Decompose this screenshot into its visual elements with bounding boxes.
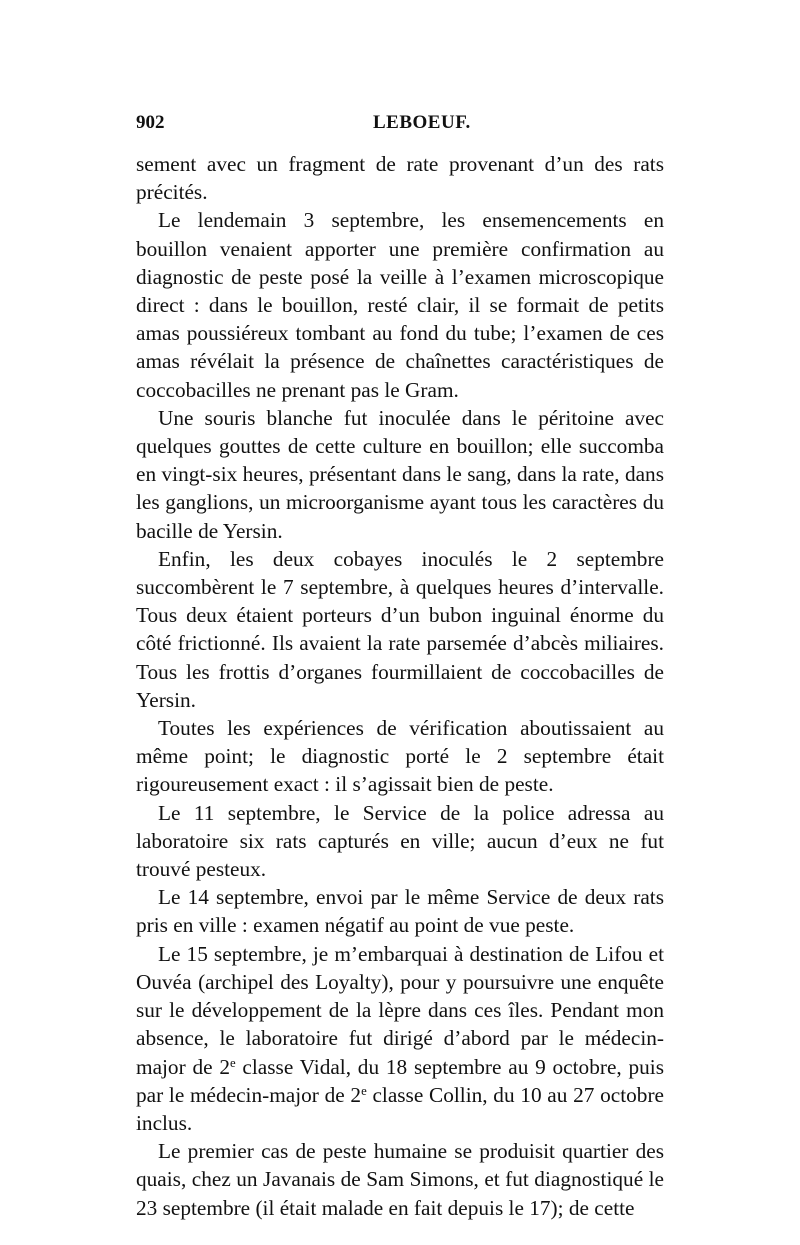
paragraph: Le 14 septembre, envoi par le même Service de deux rats pris en ville : examen négatif au point de vue peste. — [136, 885, 664, 938]
paragraph-continuation: sement avec un fragment de rate provenant d’un des rats précités. — [136, 152, 664, 205]
paragraph: Toutes les expériences de vérification aboutissaient au même point; le diagnostic porté le 2 septembre était rigoureusement exact : il s’agissait bien de peste. — [136, 716, 664, 797]
paragraph: Une souris blanche fut inoculée dans le péritoine avec quelques gouttes de cette culture en bouillon; elle succomba en vingt-six heures, présentant dans le sang, dans la rate, dans les ganglions, un microorganisme ayant tous les caractères du bacille de Yersin. — [136, 405, 664, 543]
superscript: e — [361, 1083, 367, 1098]
running-head: LEBOEUF. — [373, 112, 471, 133]
page-number: 902 — [136, 112, 165, 133]
paragraph: Le premier cas de peste humaine se produisit quartier des quais, chez un Javanais de Sam Simons, et fut diagnostiqué le 23 septembre (il était malade en fait depuis le 17); de cette — [136, 1139, 664, 1220]
superscript: e — [229, 1055, 236, 1070]
page-header — [136, 112, 664, 142]
paragraph-text: Le 15 septembre, je m’embarquai à destination de Lifou et Ouvéa (archipel des Loyalty), pour y poursuivre une enquête sur le développement de la lèpre dans ces îles. Pendant mon absence, le laboratoire fut dirigé d’abord par le médecin-major de 2 — [136, 941, 664, 1079]
paragraph: Le 11 septembre, le Service de la police adressa au laboratoire six rats capturés en ville; aucun d’eux ne fut trouvé pesteux. — [136, 800, 664, 882]
body-text — [136, 150, 664, 1222]
paragraph-text: classe Vidal, du 18 septembre au 9 octobre, puis par le médecin-major de 2 — [136, 1054, 664, 1107]
paragraph: Enfin, les deux cobayes inoculés le 2 septembre succombèrent le 7 septembre, à quelques heures d’intervalle. Tous deux étaient porteurs d’un bubon inguinal énorme du côté frictionné. Ils avaient la rate parsemée d’abcès miliaires. Tous les frottis d’organes fourmillaient de coccobacilles de Yersin. — [136, 546, 664, 712]
paragraph-text: classe Collin, du 10 au 27 octobre inclus. — [136, 1082, 664, 1135]
paragraph: Le lendemain 3 septembre, les ensemencements en bouillon venaient apporter une première confirmation au diagnostic de peste posé la veille à l’examen microscopique direct : dans le bouillon, resté clair, il se formait de petits amas poussiéreux tombant au fond du tube; l’examen de ces amas révélait la présence de chaînettes caractéristiques de coccobacilles ne prenant pas le Gram. — [136, 208, 664, 402]
paragraph — [136, 940, 664, 1137]
